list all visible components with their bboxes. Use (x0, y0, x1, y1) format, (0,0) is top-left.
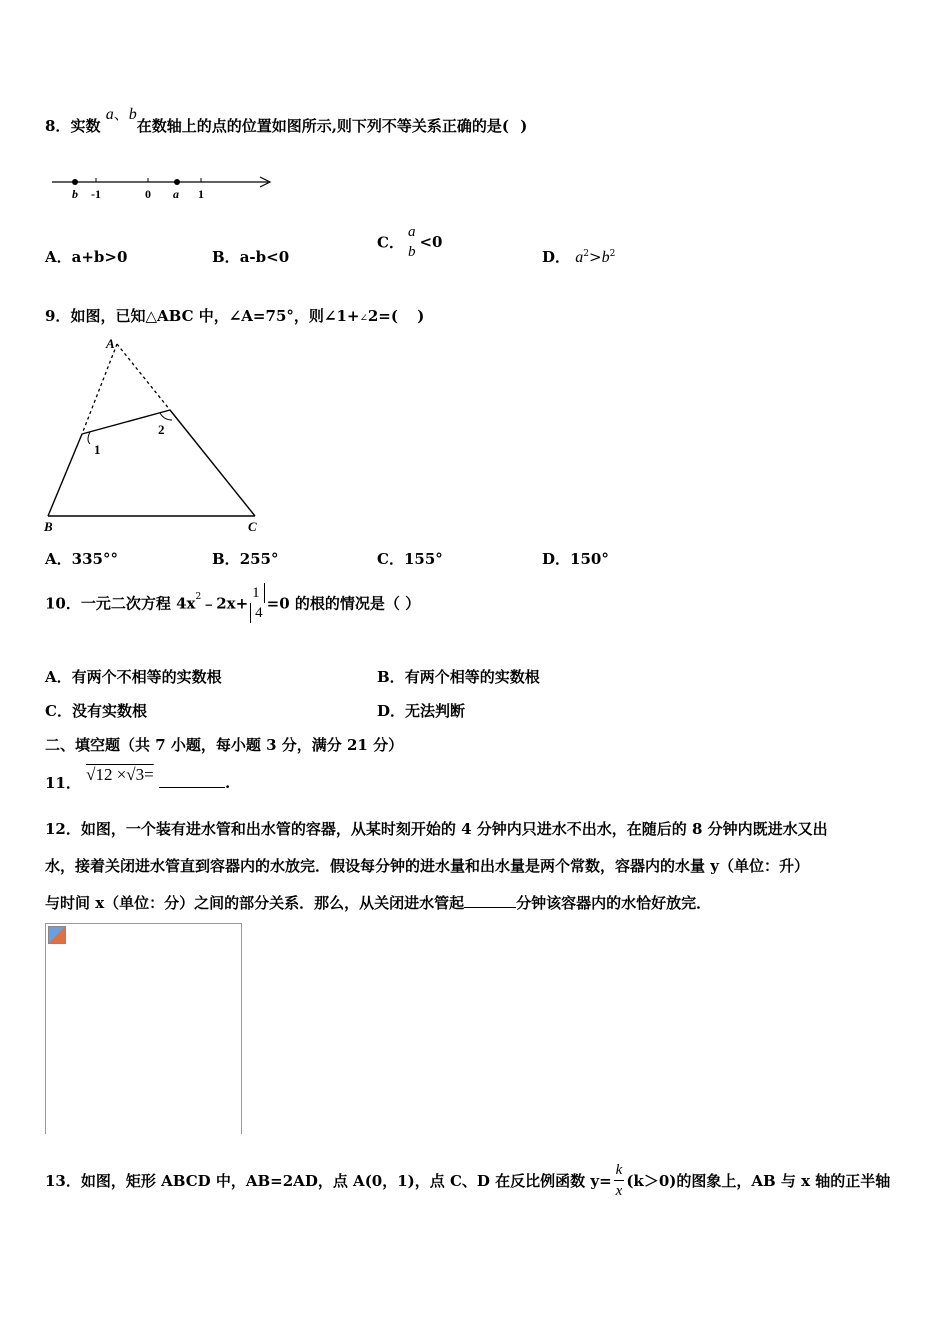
label-angle-2: 2 (158, 422, 165, 437)
option-text: 没有实数根 (71, 702, 147, 720)
q13-stem-post: (k＞0)的图象上，AB 与 x 轴的正半轴 (626, 1172, 891, 1190)
q12-line-3 (45, 892, 711, 913)
cut-line (82, 410, 170, 434)
q13-number: 13． (45, 1172, 81, 1190)
label-a: a (173, 187, 179, 201)
q9-stem-tail: 2=( (367, 307, 398, 325)
triangle-figure (40, 336, 270, 536)
q12-line-2: 水，接着关闭进水管直到容器内的水放完．假设每分钟的进水量和出水量是两个常数，容器内的水量 y（单位：升） (45, 857, 809, 875)
option-base-a: a (575, 249, 584, 266)
option-text: a-b<0 (239, 248, 290, 266)
option-text: 155° (403, 550, 443, 568)
q8-var-sep: 、 (113, 105, 129, 123)
q12-text: 如图，一个装有进水管和出水管的容器，从某时刻开始的 4 分钟内只进水不出水，在随后的 8 分钟内既进水又出 (80, 820, 828, 838)
fraction-numerator: 1 (250, 583, 265, 603)
option-text: 255° (239, 550, 279, 568)
q9-option-b[interactable] (212, 548, 279, 569)
fraction-k-over-x (614, 1160, 625, 1201)
option-text: 有两个不相等的实数根 (71, 668, 222, 686)
fraction-denominator: 4 (250, 603, 265, 623)
fraction-one-quarter (250, 583, 265, 623)
q8-option-a[interactable] (45, 246, 127, 267)
fraction-a-over-b (406, 222, 418, 262)
option-base-b: b (601, 249, 610, 266)
option-label: A． (45, 550, 72, 568)
q10-option-c[interactable] (45, 700, 147, 721)
option-label: A． (45, 668, 72, 686)
option-label: A． (45, 248, 72, 266)
broken-image-placeholder (45, 923, 242, 1134)
q8-stem-text: 在数轴上的点的位置如图所示,则下列不等关系正确的是( (136, 117, 510, 135)
q12-answer-blank[interactable] (464, 893, 516, 908)
side-ab-dashed (82, 344, 117, 434)
option-text: <0 (419, 233, 443, 251)
fraction-denominator: b (407, 244, 416, 260)
option-label: C． (45, 702, 72, 720)
option-text: 335°° (71, 550, 118, 568)
label-vertex-b: B (44, 519, 53, 534)
q11-tail: . (224, 774, 231, 792)
label-angle-1: 1 (94, 442, 101, 457)
side-ac (170, 410, 255, 516)
angle-arc-2 (160, 413, 172, 420)
q11-stem (45, 764, 231, 792)
number-line-figure (48, 170, 278, 205)
q9-stem (45, 305, 424, 326)
option-label: D． (377, 702, 406, 720)
option-label: D． (542, 248, 571, 266)
fraction-numerator: k (614, 1160, 625, 1181)
option-text: 无法判断 (405, 702, 466, 720)
option-text: a+b>0 (71, 248, 128, 266)
q10-stem (45, 583, 420, 623)
q10-option-a[interactable] (45, 666, 222, 687)
q10-option-d[interactable] (377, 700, 465, 721)
q11-answer-blank[interactable] (159, 773, 225, 788)
label-zero: 0 (145, 187, 151, 201)
q10-stem-mid: ﹣2x+ (201, 594, 249, 613)
q13-stem (45, 1160, 890, 1201)
option-label: B． (377, 668, 405, 686)
label-vertex-a: A (106, 336, 115, 351)
option-gt: > (588, 248, 602, 266)
option-exp: 2 (609, 249, 616, 259)
q11-expression: √12 ×√3= (86, 765, 154, 784)
q8-number: 8． (45, 117, 71, 135)
point-a (174, 179, 180, 185)
fraction-denominator: x (615, 1183, 623, 1199)
q11-number: 11． (45, 774, 81, 792)
fraction-numerator: a (407, 224, 416, 240)
q9-stem-text: 如图，已知△ABC 中，∠A=75°，则∠1+ (70, 307, 360, 325)
broken-image-icon (48, 926, 66, 944)
q12-number: 12． (45, 820, 81, 838)
option-label: C． (377, 550, 404, 568)
q12-line-1 (45, 818, 828, 839)
option-label: B． (212, 550, 240, 568)
q10-stem-post: =0 的根的情况是（ ） (266, 594, 421, 613)
q12-text: 分钟该容器内的水恰好放完． (516, 894, 712, 912)
option-exp: 2 (583, 249, 589, 259)
option-label: B． (212, 248, 240, 266)
point-b (72, 179, 78, 185)
q9-paren-close: ) (417, 307, 425, 325)
q10-stem-pre: 一元二次方程 4x (80, 594, 196, 613)
angle-icon: ∠ (359, 313, 368, 324)
q10-option-b[interactable] (377, 666, 540, 687)
section-title: 二、填空题（共 7 小题，每小题 3 分，满分 21 分） (45, 736, 404, 754)
side-ab (48, 434, 82, 516)
q9-option-c[interactable] (377, 548, 443, 569)
q8-var-a: a (105, 106, 114, 123)
angle-arc-1 (88, 432, 90, 444)
label-vertex-c: C (248, 519, 257, 534)
label-one: 1 (198, 187, 204, 201)
label-neg1: -1 (91, 187, 101, 201)
q8-stem (45, 105, 528, 136)
q13-stem-pre: 如图，矩形 ABCD 中，AB=2AD，点 A(0，1)，点 C、D 在反比例函数 y= (80, 1172, 612, 1190)
q10-exp: 2 (195, 592, 202, 602)
q9-option-d[interactable] (542, 548, 609, 569)
side-ac-dashed (117, 344, 170, 410)
q8-lead: 实数 (70, 117, 101, 135)
q8-option-c[interactable] (377, 222, 442, 262)
option-label: C． (377, 233, 404, 252)
q10-number: 10． (45, 594, 81, 613)
q9-option-a[interactable] (45, 548, 118, 569)
q8-option-d[interactable] (542, 246, 615, 267)
q12-text: 与时间 x（单位：分）之间的部分关系．那么，从关闭进水管起 (45, 894, 465, 912)
q8-var-b: b (128, 106, 137, 123)
q8-paren-close: ) (520, 117, 528, 135)
label-b: b (72, 187, 78, 201)
option-text: 有两个相等的实数根 (404, 668, 540, 686)
q8-option-b[interactable] (212, 246, 289, 267)
option-label: D． (542, 550, 571, 568)
q9-number: 9． (45, 307, 71, 325)
option-text: 150° (570, 550, 609, 568)
